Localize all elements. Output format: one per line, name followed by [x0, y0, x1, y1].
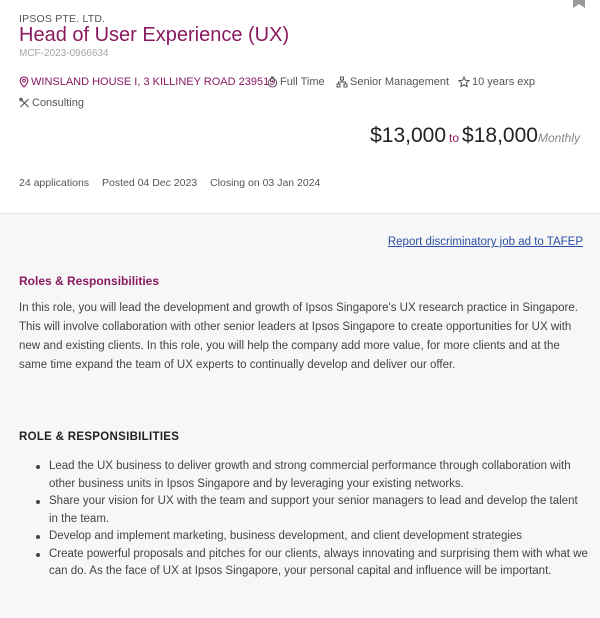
- category-meta: [19, 97, 84, 109]
- tools-icon: [19, 97, 30, 109]
- applications-count: 24 applications: [19, 177, 90, 189]
- report-tafep-link[interactable]: Report discriminatory job ad to TAFEP: [387, 236, 583, 248]
- list-item: Develop and implement marketing, business development, and client development strategies: [49, 528, 589, 546]
- employment-type-meta: [267, 76, 325, 88]
- roles-subheading: ROLE & RESPONSIBILITIES: [19, 431, 180, 443]
- salary-period: Monthly: [537, 131, 580, 145]
- location-text[interactable]: WINSLAND HOUSE I, 3 KILLINEY ROAD 239519: [31, 76, 276, 88]
- experience-meta: [458, 76, 535, 88]
- category-text: Consulting: [32, 97, 84, 109]
- seniority-meta: [336, 76, 449, 88]
- seniority-text: Senior Management: [350, 76, 450, 88]
- list-item: Share your vision for UX with the team and support your senior managers to lead and develop the talent in the team.: [49, 493, 589, 528]
- posted-date: Posted 04 Dec 2023: [101, 177, 198, 189]
- star-icon: [458, 76, 470, 88]
- employment-type-text: Full Time: [280, 76, 325, 88]
- responsibilities-list: [49, 458, 589, 581]
- experience-text: 10 years exp: [472, 76, 535, 88]
- hierarchy-icon: [336, 76, 348, 88]
- job-title: Head of User Experience (UX): [19, 24, 290, 46]
- job-header: [0, 0, 600, 213]
- salary-to: to: [449, 131, 460, 145]
- roles-paragraph: In this role, you will lead the development and growth of Ipsos Singapore's UX research practice in Singapore. This will involve collaboration with other senior leaders at Ipsos Singapore to create opportunities for UX with new and existing clients. In this role, you will help the company add more value, for more clients and at the same time expand the team of UX experts to continually develop and deliver our offer.: [19, 302, 578, 371]
- list-item: Create powerful proposals and pitches for our clients, always innovating and surprising them with what we can do. As the face of UX at Ipsos Singapore, your personal capital and influence will be important.: [49, 546, 589, 581]
- closing-date: Closing on 03 Jan 2024: [210, 177, 321, 189]
- salary-min: $13,000: [370, 124, 447, 147]
- location-pin-icon: [19, 76, 29, 88]
- company-name: IPSOS PTE. LTD.: [19, 13, 106, 25]
- list-item: Lead the UX business to deliver growth and strong commercial performance through collaboration with other business units in Ipsos Singapore and by leveraging your existing networks.: [49, 458, 589, 493]
- roles-heading: Roles & Responsibilities: [19, 274, 160, 288]
- location-meta: [19, 76, 275, 88]
- salary-max: $18,000: [462, 124, 538, 147]
- job-stats: [19, 177, 330, 189]
- stopwatch-icon: [267, 76, 278, 88]
- salary-range: [370, 124, 580, 148]
- bookmark-icon[interactable]: [571, 0, 587, 8]
- job-id: MCF-2023-0966634: [19, 48, 109, 59]
